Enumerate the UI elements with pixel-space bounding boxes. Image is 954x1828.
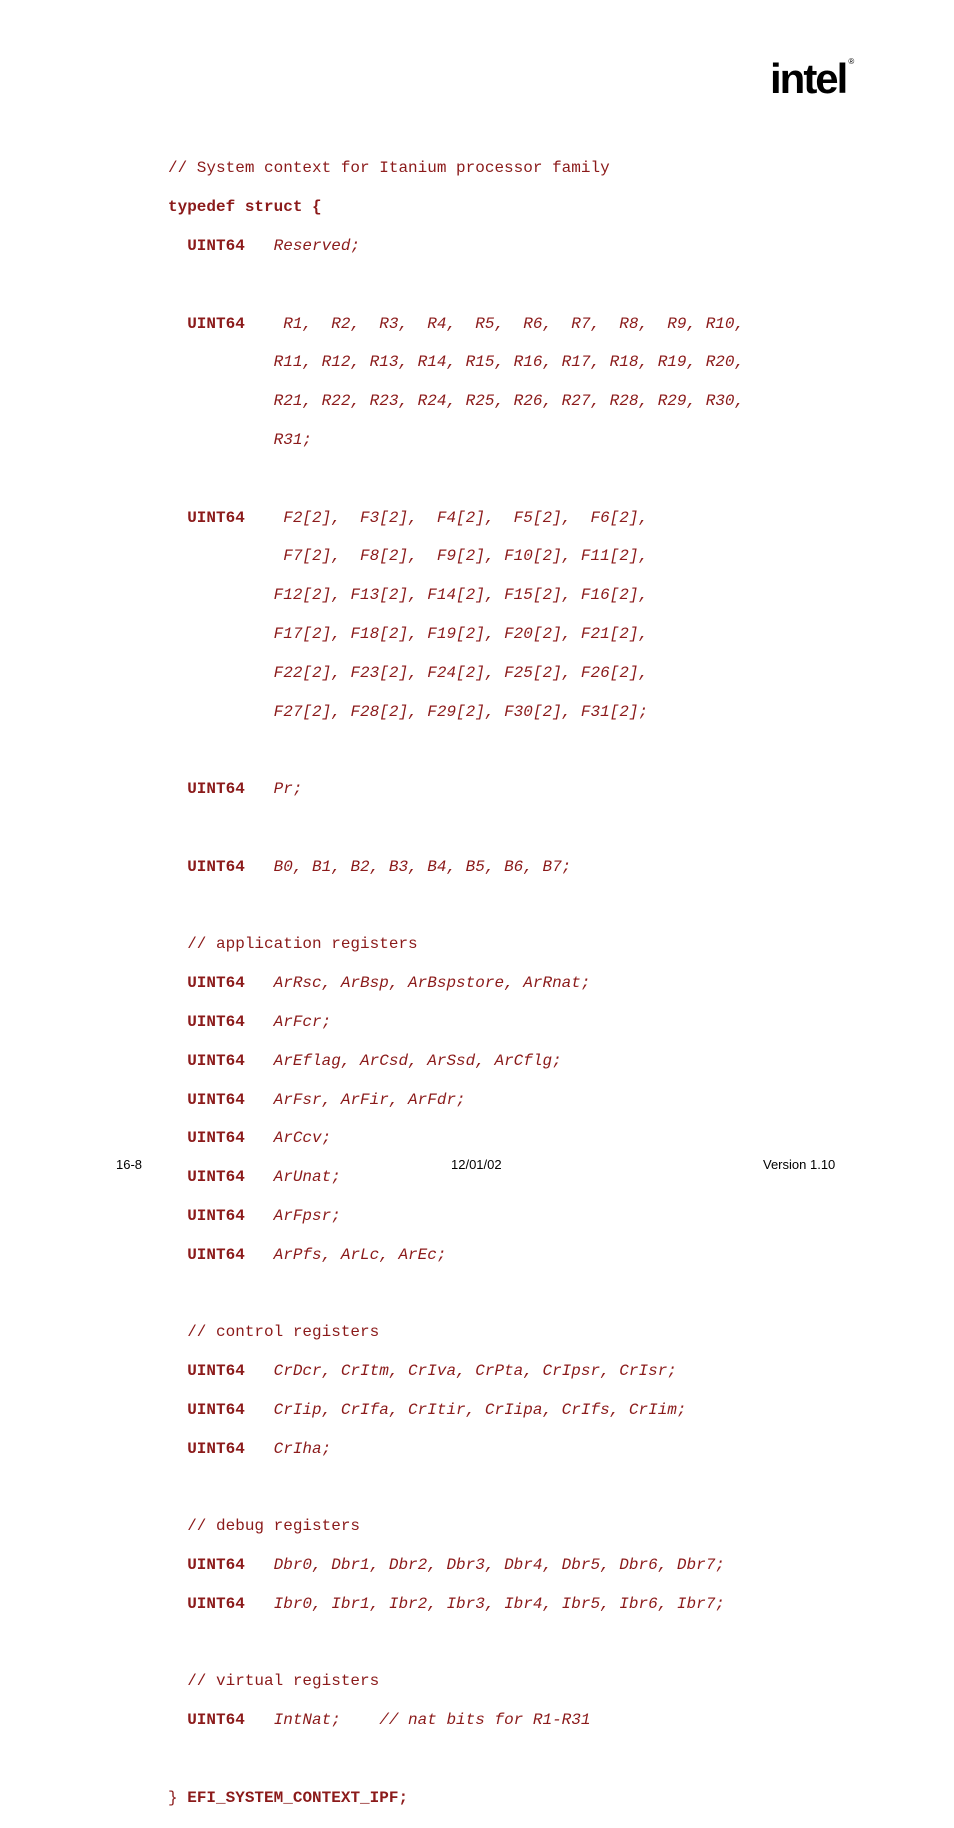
- struct-name: EFI_SYSTEM_CONTEXT_IPF;: [187, 1788, 409, 1807]
- blank-line: [168, 470, 744, 489]
- field-list: R11, R12, R13, R14, R15, R16, R17, R18, R19, R20,: [273, 353, 745, 372]
- field-list: ArRsc, ArBsp, ArBspstore, ArRnat;: [273, 974, 591, 993]
- code-line: [168, 509, 744, 528]
- footer-date: 12/01/02: [451, 1157, 502, 1172]
- code-line: [168, 1052, 744, 1071]
- field-list: CrIha;: [273, 1439, 332, 1458]
- comment: // debug registers: [187, 1517, 361, 1536]
- type-keyword: UINT64: [187, 1400, 245, 1419]
- code-line: [168, 392, 744, 411]
- type-keyword: UINT64: [187, 1439, 245, 1458]
- field-list: R31;: [273, 430, 313, 449]
- field-list: R21, R22, R23, R24, R25, R26, R27, R28, R29, R30,: [273, 392, 745, 411]
- field-list: F27[2], F28[2], F29[2], F30[2], F31[2];: [273, 702, 649, 721]
- field-list: F17[2], F18[2], F19[2], F20[2], F21[2],: [273, 624, 649, 643]
- code-line: [168, 664, 744, 683]
- code-line: [168, 1789, 744, 1808]
- typedef-keyword: typedef struct {: [168, 198, 322, 217]
- comment: // System context for Itanium processor family: [168, 159, 610, 178]
- type-keyword: UINT64: [187, 1051, 245, 1070]
- type-keyword: UINT64: [187, 1129, 245, 1148]
- field-list: ArFcr;: [273, 1012, 332, 1031]
- type-keyword: UINT64: [187, 1711, 245, 1730]
- page-number: 16-8: [116, 1157, 143, 1172]
- code-line: [168, 353, 744, 372]
- type-keyword: UINT64: [187, 974, 245, 993]
- code-line: [168, 1517, 744, 1536]
- logo-text: intel: [770, 55, 847, 102]
- code-line: [168, 703, 744, 722]
- code-line: [168, 1323, 744, 1342]
- code-line: [168, 586, 744, 605]
- field-list: ArFsr, ArFir, ArFdr;: [273, 1090, 466, 1109]
- code-line: [168, 625, 744, 644]
- blank-line: [168, 276, 744, 295]
- code-listing: [168, 140, 744, 1828]
- comment: // virtual registers: [187, 1672, 380, 1691]
- field-list: F7[2], F8[2], F9[2], F10[2], F11[2],: [273, 547, 649, 566]
- field-list: F2[2], F3[2], F4[2], F5[2], F6[2],: [273, 508, 649, 527]
- type-keyword: UINT64: [187, 314, 245, 333]
- type-keyword: UINT64: [187, 1168, 245, 1187]
- registered-mark: ®: [848, 57, 855, 66]
- type-keyword: UINT64: [187, 237, 245, 255]
- comment: // control registers: [187, 1323, 380, 1342]
- type-keyword: UINT64: [187, 508, 245, 527]
- code-line: [168, 1401, 744, 1420]
- code-line: [168, 1246, 744, 1265]
- code-line: [168, 237, 744, 256]
- field-list: ArCcv;: [273, 1129, 332, 1148]
- code-line: [168, 1440, 744, 1459]
- type-keyword: UINT64: [187, 1245, 245, 1264]
- code-line: [168, 198, 744, 217]
- blank-line: [168, 1634, 744, 1653]
- type-keyword: UINT64: [187, 1206, 245, 1225]
- field-list: ArFpsr;: [273, 1206, 341, 1225]
- code-line: [168, 1129, 744, 1148]
- code-line: [168, 935, 744, 954]
- field-list: ArEflag, ArCsd, ArSsd, ArCflg;: [273, 1051, 562, 1070]
- comment: // application registers: [187, 935, 418, 954]
- field-list: F22[2], F23[2], F24[2], F25[2], F26[2],: [273, 663, 649, 682]
- field-list: Dbr0, Dbr1, Dbr2, Dbr3, Dbr4, Dbr5, Dbr6, Dbr7;: [273, 1556, 725, 1575]
- field-list: Pr;: [273, 780, 303, 799]
- code-line: [168, 1091, 744, 1110]
- field-list: Reserved;: [273, 237, 361, 255]
- blank-line: [168, 1479, 744, 1498]
- field-list: B0, B1, B2, B3, B4, B5, B6, B7;: [273, 857, 572, 876]
- code-line: [168, 1362, 744, 1381]
- field-list: CrDcr, CrItm, CrIva, CrPta, CrIpsr, CrIsr;: [273, 1362, 677, 1381]
- blank-line: [168, 819, 744, 838]
- intel-logo: [770, 55, 855, 102]
- code-line: [168, 1013, 744, 1032]
- field-list: F12[2], F13[2], F14[2], F15[2], F16[2],: [273, 586, 649, 605]
- type-keyword: UINT64: [187, 857, 245, 876]
- code-line: [168, 974, 744, 993]
- code-line: [168, 1711, 744, 1730]
- code-line: [168, 1672, 744, 1691]
- field-list: IntNat; // nat bits for R1-R31: [273, 1711, 591, 1730]
- blank-line: [168, 897, 744, 916]
- type-keyword: UINT64: [187, 1090, 245, 1109]
- field-list: ArUnat;: [273, 1168, 341, 1187]
- code-line: [168, 1595, 744, 1614]
- close-brace: }: [168, 1788, 178, 1807]
- footer-version: Version 1.10: [763, 1157, 836, 1172]
- type-keyword: UINT64: [187, 1594, 245, 1613]
- code-line: [168, 315, 744, 334]
- code-line: [168, 1207, 744, 1226]
- field-list: Ibr0, Ibr1, Ibr2, Ibr3, Ibr4, Ibr5, Ibr6, Ibr7;: [273, 1594, 725, 1613]
- code-line: [168, 780, 744, 799]
- code-line: [168, 547, 744, 566]
- field-list: CrIip, CrIfa, CrItir, CrIipa, CrIfs, CrIim;: [273, 1400, 687, 1419]
- field-list: R1, R2, R3, R4, R5, R6, R7, R8, R9, R10,: [273, 314, 745, 333]
- field-list: ArPfs, ArLc, ArEc;: [273, 1245, 447, 1264]
- type-keyword: UINT64: [187, 1012, 245, 1031]
- type-keyword: UINT64: [187, 780, 245, 799]
- blank-line: [168, 1750, 744, 1769]
- code-line: [168, 858, 744, 877]
- type-keyword: UINT64: [187, 1556, 245, 1575]
- blank-line: [168, 1285, 744, 1304]
- code-line: [168, 1556, 744, 1575]
- type-keyword: UINT64: [187, 1362, 245, 1381]
- code-line: [168, 159, 744, 178]
- blank-line: [168, 741, 744, 760]
- code-line: [168, 431, 744, 450]
